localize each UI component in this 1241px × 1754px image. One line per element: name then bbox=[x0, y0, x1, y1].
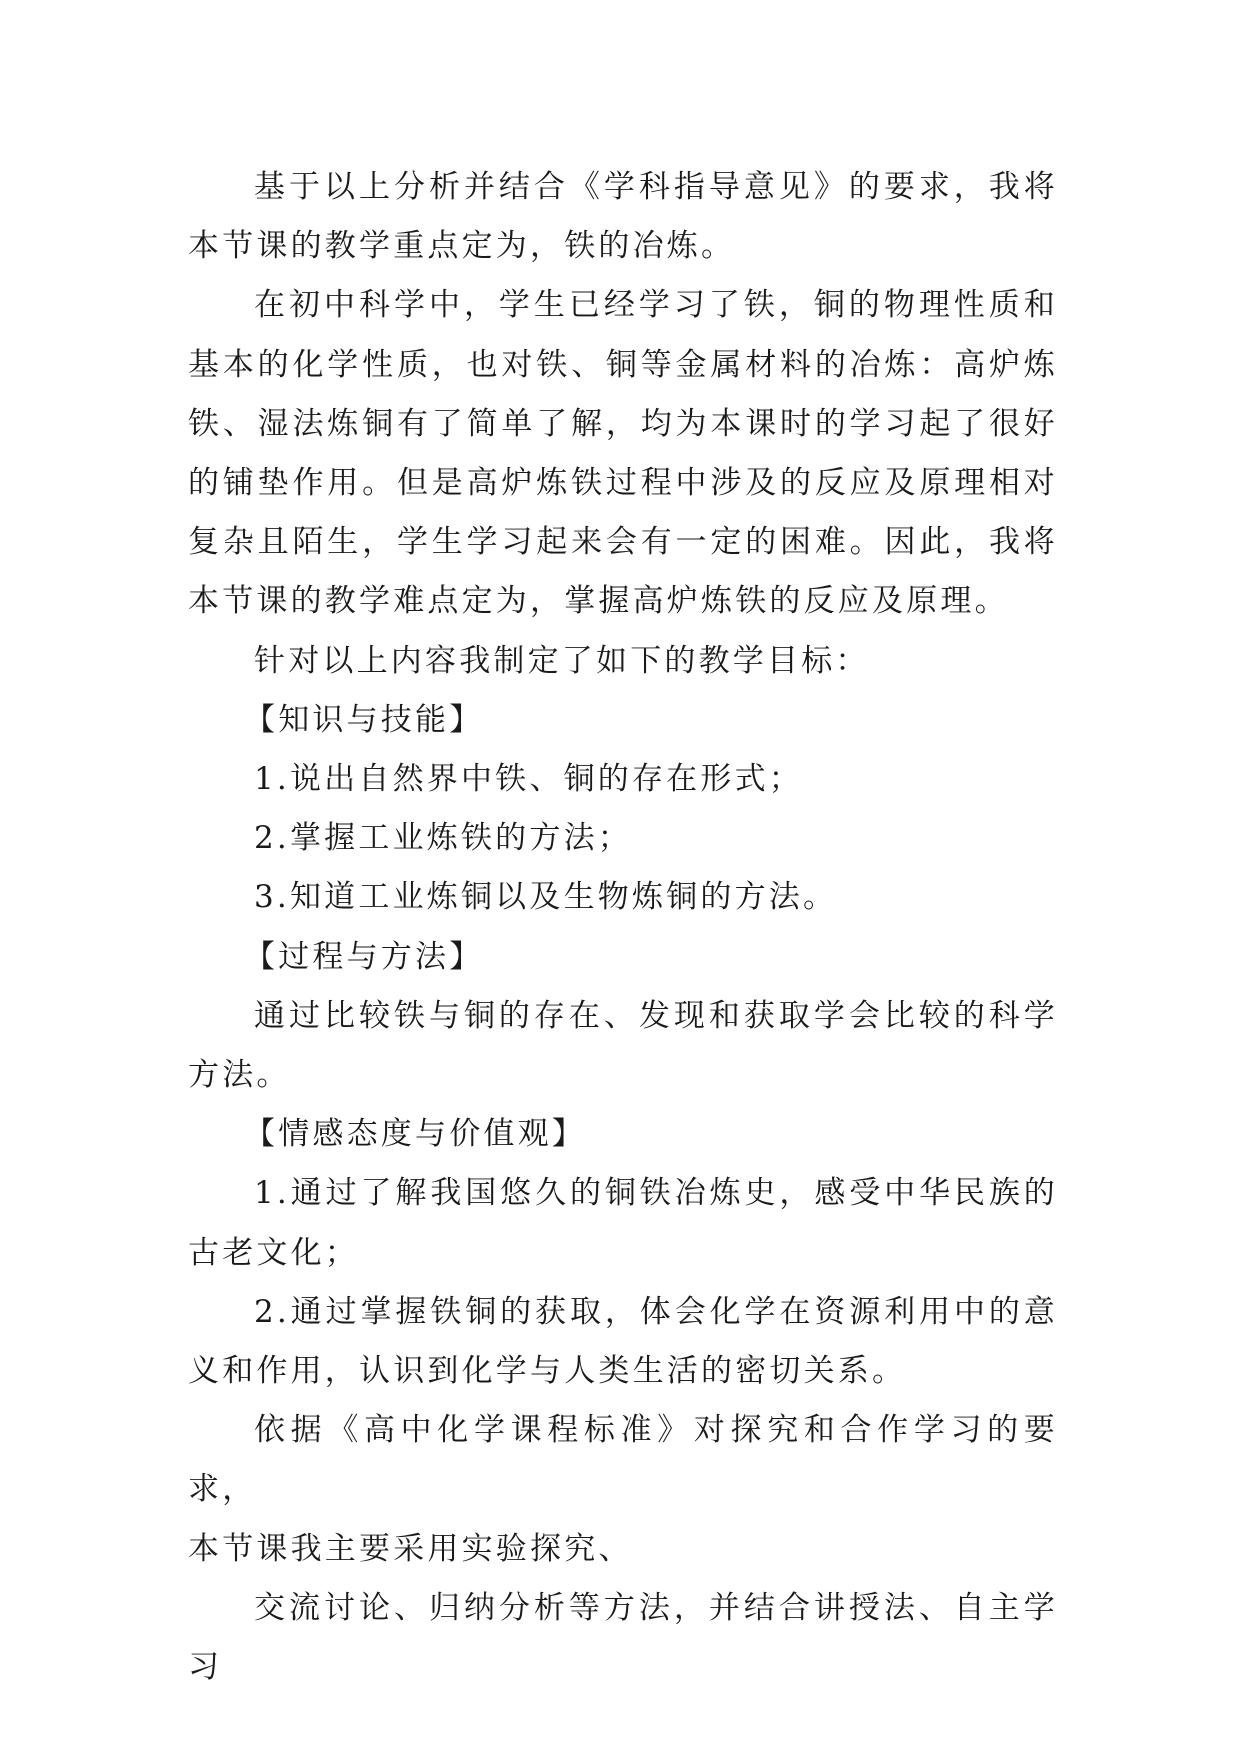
objective-item: 1.通过了解我国悠久的铜铁冶炼史，感受中华民族的古老文化； bbox=[188, 1175, 1058, 1271]
document-body bbox=[188, 158, 1058, 1697]
paragraph-teaching-focus: 基于以上分析并结合《学科指导意见》的要求，我将本节课的教学重点定为，铁的冶炼。 bbox=[188, 169, 1058, 265]
heading-emotion-values: 【情感态度与价值观】 bbox=[244, 1116, 586, 1153]
objective-item: 3.知道工业炼铜以及生物炼铜的方法。 bbox=[254, 879, 838, 916]
paragraph-teaching-method-cont: 交流讨论、归纳分析等方法，并结合讲授法、自主学习 bbox=[188, 1589, 1058, 1686]
objective-item: 2.通过掌握铁铜的获取，体会化学在资源利用中的意义和作用，认识到化学与人类生活的密切关系。 bbox=[188, 1293, 1058, 1390]
heading-knowledge-skills: 【知识与技能】 bbox=[244, 701, 484, 738]
paragraph-teaching-method-cont: 本节课我主要采用实验探究、 bbox=[188, 1530, 633, 1567]
paragraph-teaching-difficulty: 在初中科学中，学生已经学习了铁，铜的物理性质和基本的化学性质，也对铁、铜等金属材料的冶炼：高炉炼铁、湿法炼铜有了简单了解，均为本课时的学习起了很好的铺垫作用。但是高炉炼铁过程中涉及的反应及原理相对复杂且陌生，学生学习起来会有一定的困难。因此，我将本节课的教学难点定为，掌握高炉炼铁的反应及原理。 bbox=[188, 287, 1058, 620]
paragraph-objectives-intro: 针对以上内容我制定了如下的教学目标： bbox=[254, 642, 870, 679]
objective-item: 1.说出自然界中铁、铜的存在形式； bbox=[254, 761, 803, 798]
paragraph-process-methods: 通过比较铁与铜的存在、发现和获取学会比较的科学方法。 bbox=[188, 997, 1058, 1094]
heading-process-methods: 【过程与方法】 bbox=[244, 938, 484, 975]
paragraph-teaching-method: 依据《高中化学课程标准》对探究和合作学习的要求， bbox=[188, 1412, 1058, 1508]
objective-item: 2.掌握工业炼铁的方法； bbox=[254, 820, 632, 857]
